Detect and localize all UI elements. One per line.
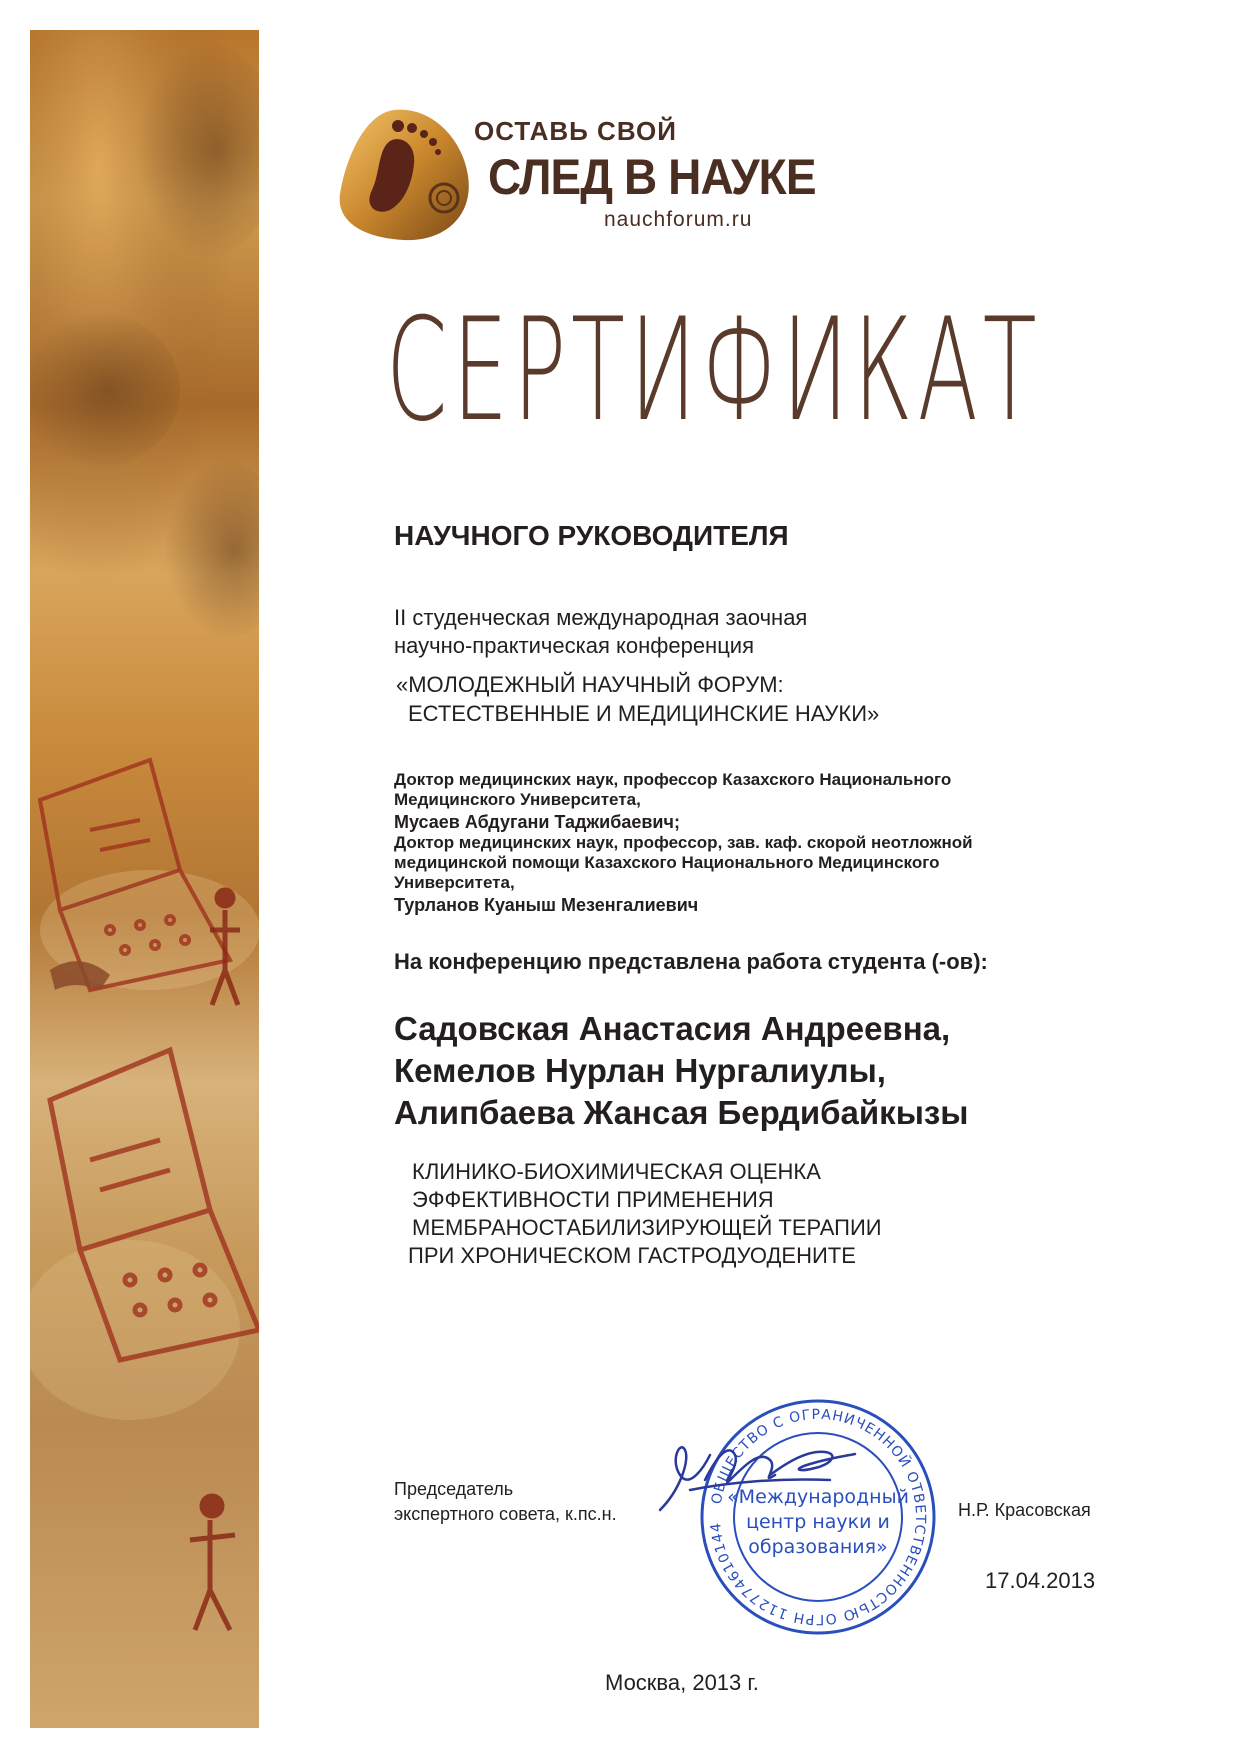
conference-line2: научно-практическая конференция: [394, 633, 755, 658]
supervisor-2-position-line1: Доктор медицинских наук, профессор, зав. каф. скорой неотложной: [394, 833, 973, 852]
supervisors-block: [394, 770, 973, 916]
city-year: Москва, 2013 г.: [605, 1670, 759, 1695]
supervisor-1-name: Мусаев Абдугани Таджибаевич;: [394, 812, 680, 832]
conference-line1: II студенческая международная заочная: [394, 605, 808, 630]
stamp-center-line1: «Международный: [727, 1486, 909, 1508]
chair-line2: экспертного совета, к.пс.н.: [394, 1504, 617, 1524]
student-name: Кемелов Нурлан Нургалиулы,: [394, 1052, 886, 1089]
conference-name-line1: «МОЛОДЕЖНЫЙ НАУЧНЫЙ ФОРУМ:: [396, 672, 784, 697]
supervisor-1-position-line1: Доктор медицинских наук, профессор Казахского Национального: [394, 770, 952, 789]
supervisor-1-position-line2: Медицинского Университета,: [394, 790, 641, 809]
student-name: Алипбаева Жансая Бердибайкызы: [394, 1094, 969, 1131]
supervisor-2-name: Турланов Куаныш Мезенгалиевич: [394, 895, 699, 915]
supervisor-2-position-line2: медицинской помощи Казахского Национального Медицинского: [394, 853, 940, 872]
work-title-line: КЛИНИКО-БИОХИМИЧЕСКАЯ ОЦЕНКА: [412, 1159, 821, 1184]
students-list: [394, 1008, 968, 1134]
work-title-line: ПРИ ХРОНИЧЕСКОМ ГАСТРОДУОДЕНИТЕ: [408, 1243, 856, 1268]
stamp-center-line2: центр науки и: [746, 1511, 890, 1533]
logo-text-line1: ОСТАВЬ СВОЙ: [474, 116, 677, 146]
conference-name-line2: ЕСТЕСТВЕННЫЕ И МЕДИЦИНСКИЕ НАУКИ»: [408, 701, 880, 726]
signer-name: Н.Р. Красовская: [958, 1500, 1091, 1520]
work-title-line: МЕМБРАНОСТАБИЛИЗИРУЮЩЕЙ ТЕРАПИИ: [412, 1215, 882, 1240]
presented-work-label: На конференцию представлена работа студента (-ов):: [394, 949, 988, 974]
chair-line1: Председатель: [394, 1479, 514, 1499]
chair-title: [394, 1477, 617, 1527]
logo-website: nauchforum.ru: [604, 208, 753, 231]
work-title: [408, 1158, 882, 1270]
work-title-line: ЭФФЕКТИВНОСТИ ПРИМЕНЕНИЯ: [412, 1187, 774, 1212]
stamp-ring-text: ОБЩЕСТВО С ОГРАНИЧЕННОЙ ОТВЕТСТВЕННОСТЬЮ ОГРН 112774610144: [708, 1406, 929, 1628]
rock-art-illustration: [30, 30, 259, 1728]
conference-name: [396, 670, 879, 728]
issue-date: 17.04.2013: [985, 1568, 1096, 1593]
handwritten-signature: [650, 1420, 860, 1530]
logo: [334, 106, 816, 246]
decorative-side-strip: [30, 30, 259, 1728]
stamp-center-line3: образования»: [748, 1536, 888, 1558]
certificate-title: СЕРТИФИКАТ: [386, 288, 1042, 453]
supervisor-2-position-line3: Университета,: [394, 873, 515, 892]
footprint-stone-icon: [334, 106, 474, 246]
student-name: Садовская Анастасия Андреевна,: [394, 1010, 951, 1047]
conference-description: [394, 604, 807, 660]
certificate-subtitle: НАУЧНОГО РУКОВОДИТЕЛЯ: [394, 520, 789, 551]
logo-text-line2: СЛЕД В НАУКЕ: [488, 149, 816, 205]
